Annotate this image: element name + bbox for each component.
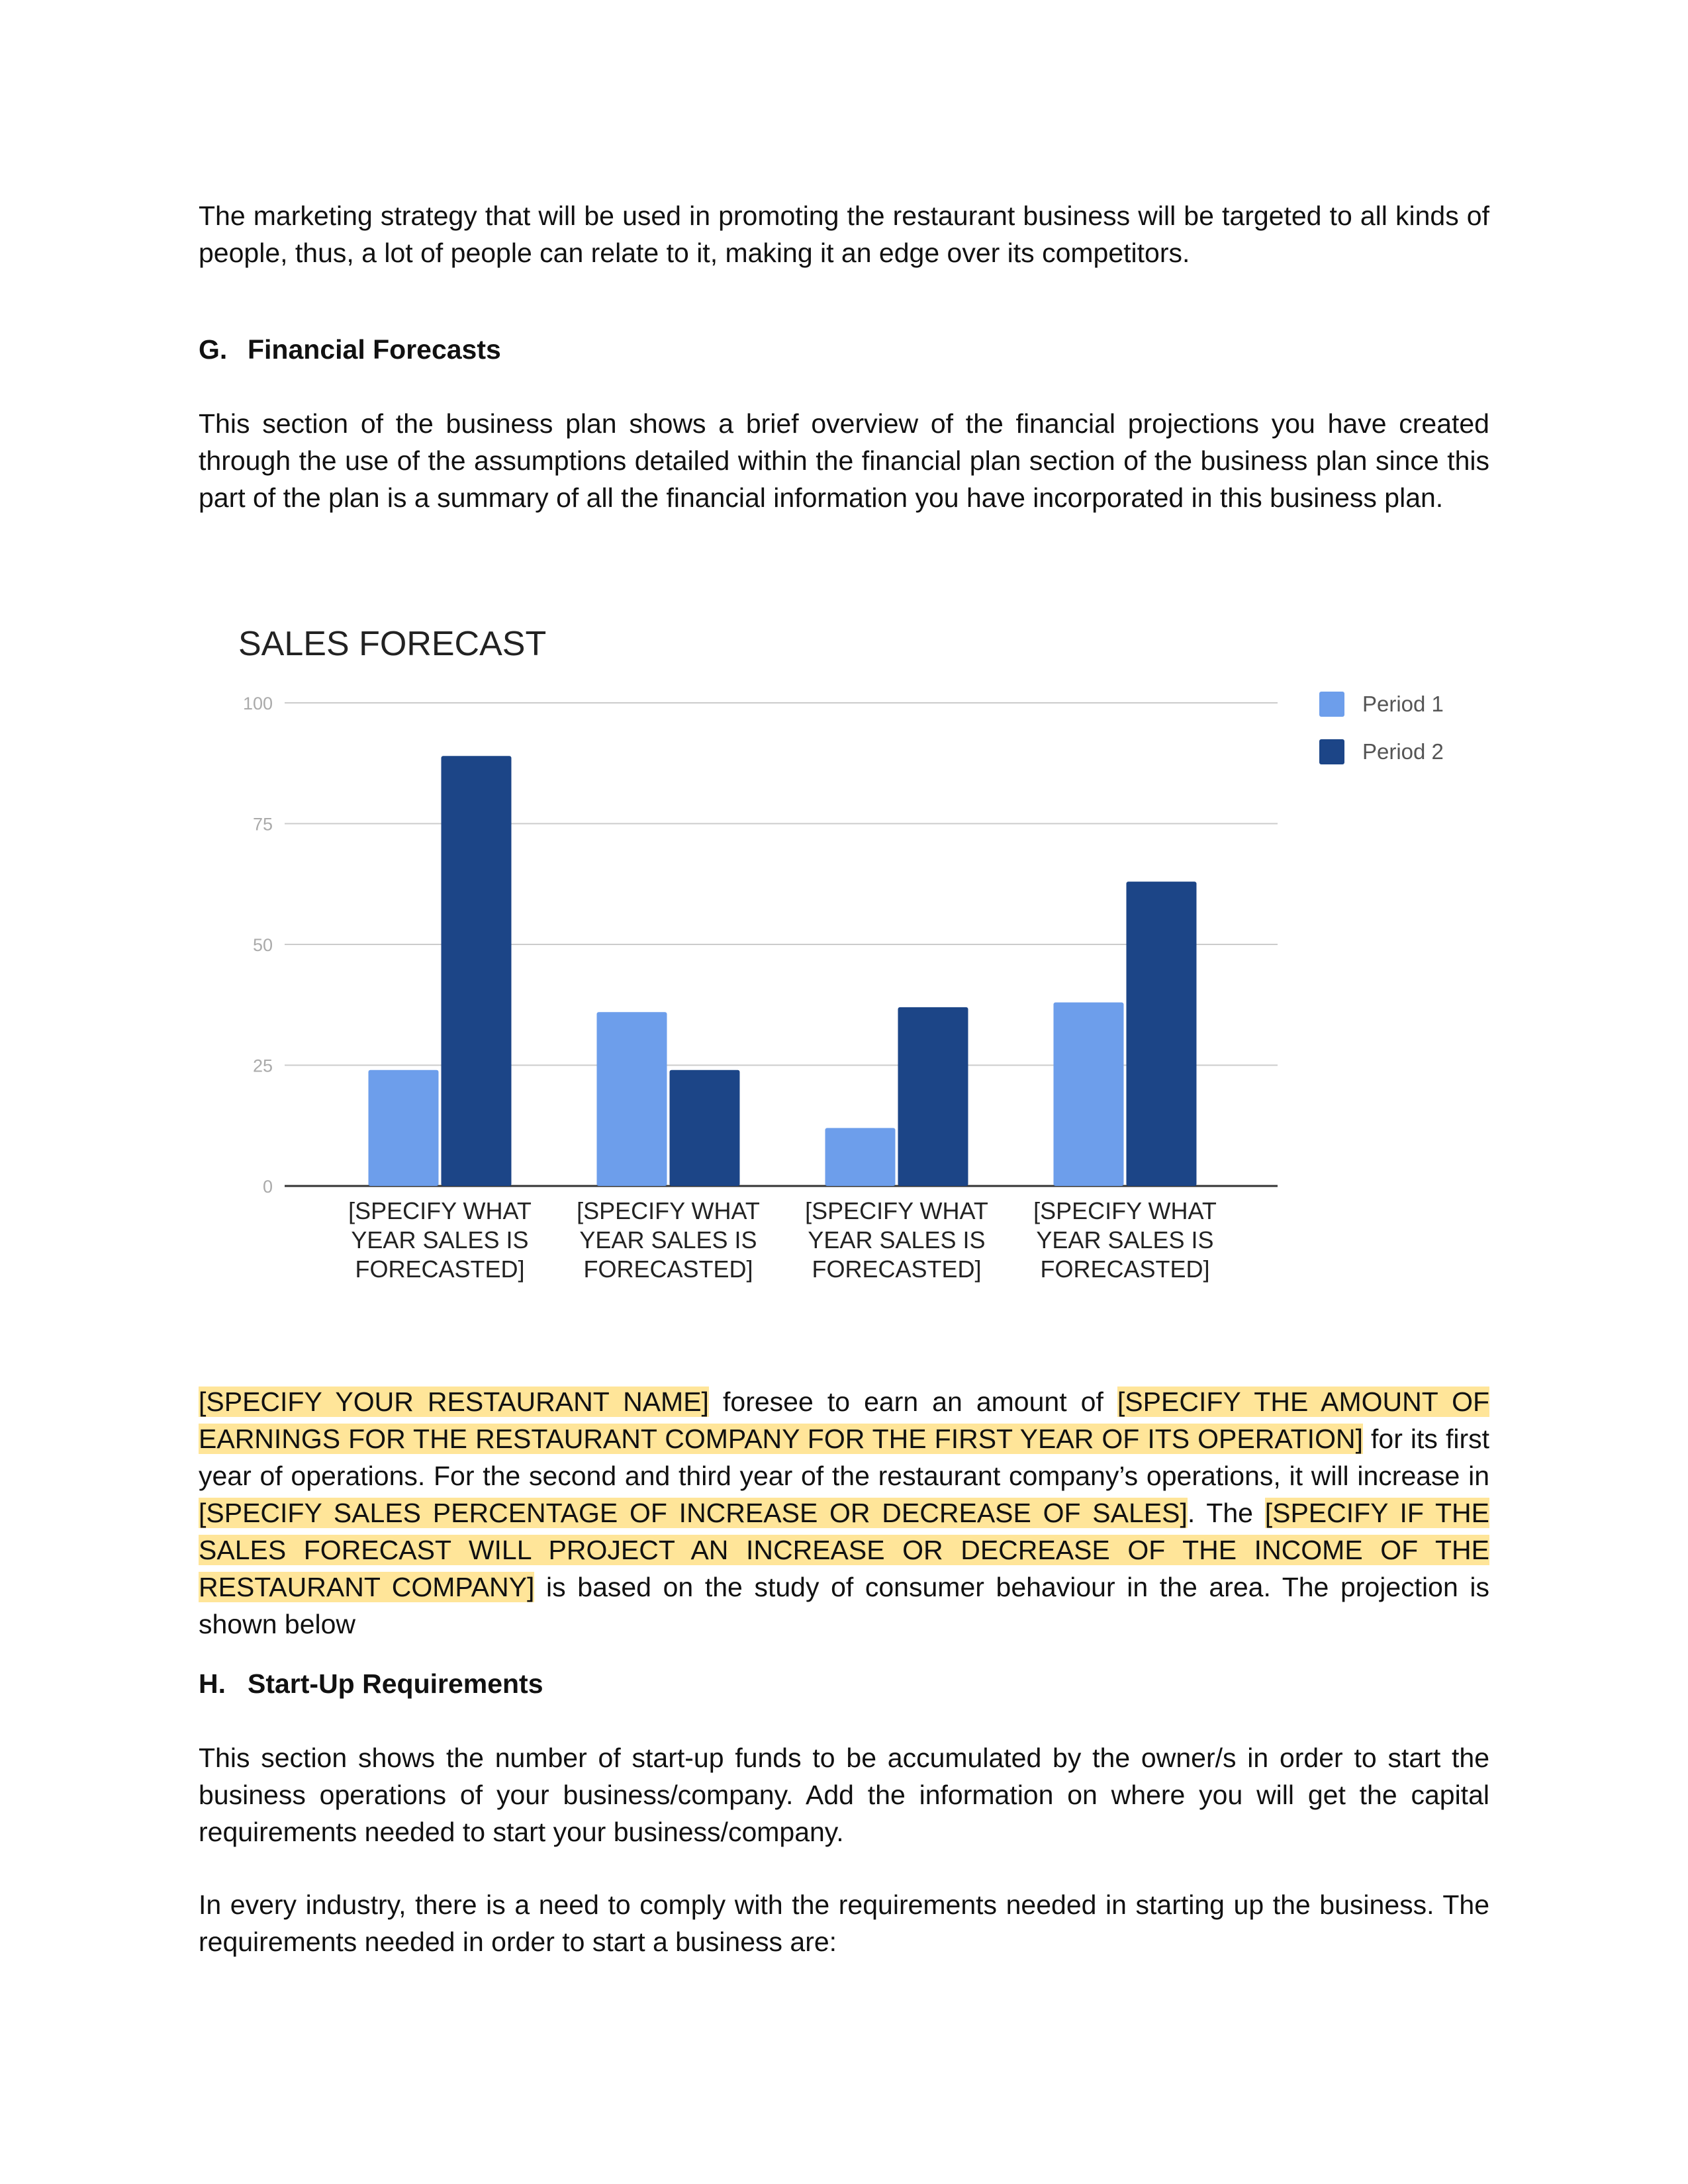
x-tick-label: FORECASTED] xyxy=(583,1255,753,1283)
bar-period-2 xyxy=(441,756,511,1186)
legend-label: Period 1 xyxy=(1362,692,1444,716)
bar-period-1 xyxy=(1053,1003,1123,1186)
y-tick-label: 0 xyxy=(262,1177,273,1197)
start-up-paragraph-2: In every industry, there is a need to comply with the requirements needed in starting up the business. The requirements needed in order to start a business are: xyxy=(199,1889,1489,1957)
x-tick-label: FORECASTED] xyxy=(355,1255,525,1283)
section-letter: G. xyxy=(199,334,228,365)
y-tick-label: 50 xyxy=(252,935,273,955)
start-up-paragraph-1: This section shows the number of start-up funds to be accumulated by the owner/s in order to start the business operations of your business/company. Add the information on where you will get the capital requirements needed to start your business/company. xyxy=(199,1743,1489,1847)
placeholder-earnings-amount: [SPECIFY THE AMOUNT OF EARNINGS FOR THE RESTAURANT COMPANY FOR THE FIRST YEAR OF ITS OPERATION] xyxy=(199,1387,1490,1454)
placeholder-forecast-direction: [SPECIFY IF THE SALES FORECAST WILL PROJECT AN INCREASE OR DECREASE OF THE INCOME OF THE RESTAURANT COMPANY] xyxy=(199,1498,1489,1602)
x-tick-label: YEAR SALES IS xyxy=(579,1226,757,1253)
x-tick-label: [SPECIFY WHAT xyxy=(348,1197,532,1224)
bar-period-2 xyxy=(898,1007,968,1186)
x-tick-label: FORECASTED] xyxy=(812,1255,982,1283)
placeholder-restaurant-name: [SPECIFY YOUR RESTAURANT NAME] xyxy=(199,1387,709,1417)
section-heading-start-up-requirements xyxy=(199,1665,1489,1702)
section-title: Start-Up Requirements xyxy=(248,1668,543,1699)
forecast-text-1: foresee to earn an amount of xyxy=(708,1387,1117,1417)
bar-period-1 xyxy=(596,1012,667,1186)
sales-forecast-svg xyxy=(199,596,1489,1310)
bar-period-2 xyxy=(1126,882,1196,1186)
x-tick-label: YEAR SALES IS xyxy=(1036,1226,1214,1253)
x-tick-label: [SPECIFY WHAT xyxy=(805,1197,988,1224)
section-heading-financial-forecasts xyxy=(199,331,1489,368)
intro-paragraph: The marketing strategy that will be used in promoting the restaurant business will be targeted to all kinds of people, thus, a lot of people can relate to it, making it an edge over its competitors. xyxy=(199,201,1489,268)
section-title: Financial Forecasts xyxy=(248,334,501,365)
x-tick-label: YEAR SALES IS xyxy=(808,1226,986,1253)
sales-forecast-chart xyxy=(199,596,1489,1310)
y-tick-label: 25 xyxy=(252,1056,273,1076)
forecast-text-4: is based on the study of consumer behaviour in the area. The projection is shown below xyxy=(199,1572,1489,1639)
section-letter: H. xyxy=(199,1668,226,1699)
financial-forecasts-paragraph: This section of the business plan shows a brief overview of the financial projections you have created through the use of the assumptions detailed within the financial plan section of the business plan since this part of the plan is a summary of all the financial information you have incorporated in this business plan. xyxy=(199,408,1489,513)
x-tick-label: [SPECIFY WHAT xyxy=(1033,1197,1217,1224)
bar-period-1 xyxy=(825,1128,895,1186)
bar-period-1 xyxy=(368,1070,438,1186)
x-tick-label: FORECASTED] xyxy=(1040,1255,1210,1283)
y-tick-label: 100 xyxy=(242,694,273,713)
y-tick-label: 75 xyxy=(252,814,273,835)
legend-swatch xyxy=(1319,692,1344,717)
legend-swatch xyxy=(1319,739,1344,764)
forecast-text-2: for its first year of operations. For the second and third year of the restaurant company’s operations, it will increase in xyxy=(199,1424,1489,1491)
chart-title: SALES FORECAST xyxy=(238,625,547,663)
x-tick-label: [SPECIFY WHAT xyxy=(577,1197,760,1224)
legend-label: Period 2 xyxy=(1362,739,1444,764)
bar-period-2 xyxy=(669,1070,739,1186)
forecast-text-3: . The xyxy=(1187,1498,1265,1528)
forecast-paragraph xyxy=(199,1383,1489,1643)
x-tick-label: YEAR SALES IS xyxy=(351,1226,529,1253)
placeholder-sales-percentage: [SPECIFY SALES PERCENTAGE OF INCREASE OR DECREASE OF SALES] xyxy=(199,1498,1188,1528)
